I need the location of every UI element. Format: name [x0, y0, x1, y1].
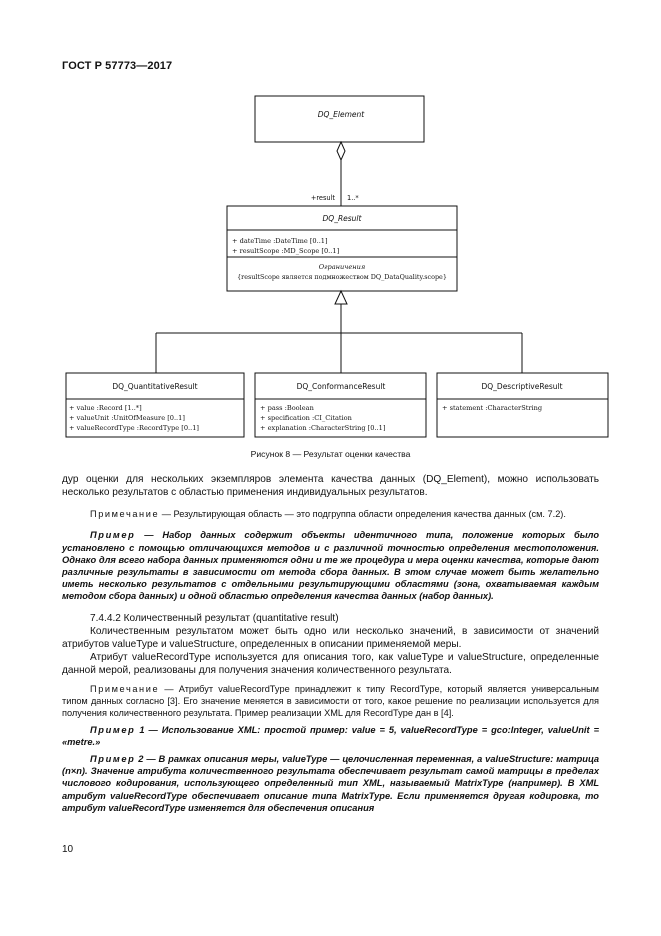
paragraph: Количественным результатом может быть одно или несколько значений, в зависимости от значений атрибутов valueType и valueStructure, определенных в описании применяемой меры. [62, 625, 599, 651]
example-label: Пример [90, 724, 136, 735]
example [62, 724, 599, 748]
class-name: DQ_DescriptiveResult [481, 382, 563, 391]
example-label: Пример [90, 754, 136, 765]
association-multiplicity: 1..* [347, 194, 359, 202]
class-attribute: + explanation :CharacterString [0..1] [260, 424, 386, 432]
composition-link [311, 142, 360, 206]
example-text: 2 — В рамках описания меры, valueType — целочисленная переменная, а valueStructure: матрица (n×n). Значение атрибута количественного результата обеспечивает результат самой матрицы в пределах числового кодирования, использующего определенный тип XML, называемый MatrixType (например). В XML атрибут valueRecordType обеспечивает описание типа MatrixType. Если применяется другая кодировка, то атрибут valueRecordType изменяется для обеспечения описания [62, 754, 599, 813]
class-attribute: + resultScope :MD_Scope [0..1] [232, 247, 340, 255]
class-attribute: + value :Record [1..*] [69, 404, 142, 412]
generalization-link [156, 291, 522, 373]
class-attribute: + valueUnit :UnitOfMeasure [0..1] [69, 414, 185, 422]
figure-caption: Рисунок 8 — Результат оценки качества [250, 449, 411, 459]
note-text: — Атрибут valueRecordType принадлежит к типу RecordType, который является универсальным типом данных согласно [3]. Его значение меняется в зависимости от того, какое решение по реализации используется для получения количественного результата. Пример реализации XML для RecordType дан в [4]. [62, 683, 599, 718]
class-dq-element [255, 96, 424, 142]
class-attribute: + valueRecordType :RecordType [0..1] [69, 424, 199, 432]
class-name: DQ_QuantitativeResult [112, 382, 198, 391]
note [62, 508, 599, 520]
class-dq-result [227, 206, 457, 291]
association-role: +result [310, 194, 335, 202]
body-text [62, 473, 599, 814]
generalization-arrow-icon [335, 291, 347, 304]
note [62, 683, 599, 719]
class-dq-quantitative-result [66, 373, 244, 437]
example-label: Пример [90, 530, 136, 541]
example-text: 1 — Использование XML: простой пример: value = 5, valueRecordType = gco:Integer, valueUnit = «metre.» [62, 724, 599, 747]
class-name: DQ_ConformanceResult [296, 382, 386, 391]
constraints-title: Ограничения [318, 263, 366, 271]
note-text: — Результирующая область — это подгруппа области определения качества данных (см. 7.2). [159, 509, 566, 520]
constraint-text: {resultScope является подмножеством DQ_DataQuality.scope} [237, 273, 447, 281]
composition-diamond-icon [337, 142, 345, 160]
class-name: DQ_Result [322, 214, 362, 223]
note-label: Примечание [90, 509, 160, 520]
example [62, 753, 599, 814]
example [62, 529, 599, 602]
note-label: Примечание [90, 683, 160, 694]
class-dq-descriptive-result [437, 373, 608, 437]
class-name: DQ_Element [317, 110, 365, 119]
class-dq-conformance-result [255, 373, 426, 437]
standard-header: ГОСТ Р 57773—2017 [62, 60, 173, 72]
class-attribute: + specification :CI_Citation [260, 414, 352, 422]
class-attribute: + pass :Boolean [260, 404, 314, 412]
paragraph: Атрибут valueRecordType используется для описания того, как valueType и valueStructure, определенные данной мерой, реализованы для получения значения количественного результата. [62, 652, 599, 677]
section-heading: 7.4.4.2 Количественный результат (quantitative result) [90, 612, 339, 624]
page-number: 10 [62, 844, 74, 855]
class-attribute: + dateTime :DateTime [0..1] [232, 237, 328, 245]
paragraph: дур оценки для нескольких экземпляров элемента качества данных (DQ_Element), можно использовать несколько результатов с областью применения индивидуальных результатов. [62, 474, 599, 499]
example-text: — Набор данных содержит объекты идентичного типа, положение которых было установлено с помощью отличающихся методов и с различной точностью определения местоположения. Однако для всего набора данных применяются одни и те же процедура и мера оценки качества, которые дают различные результаты в зависимости от метода сбора данных. В этом случае может быть желательно иметь несколько результатов с отдельными результирующими областями (зона, охватываемая каждым методом сбора данных) и одной областью определения качества данных (набор данных). [62, 530, 599, 602]
class-attribute: + statement :CharacterString [442, 404, 543, 412]
